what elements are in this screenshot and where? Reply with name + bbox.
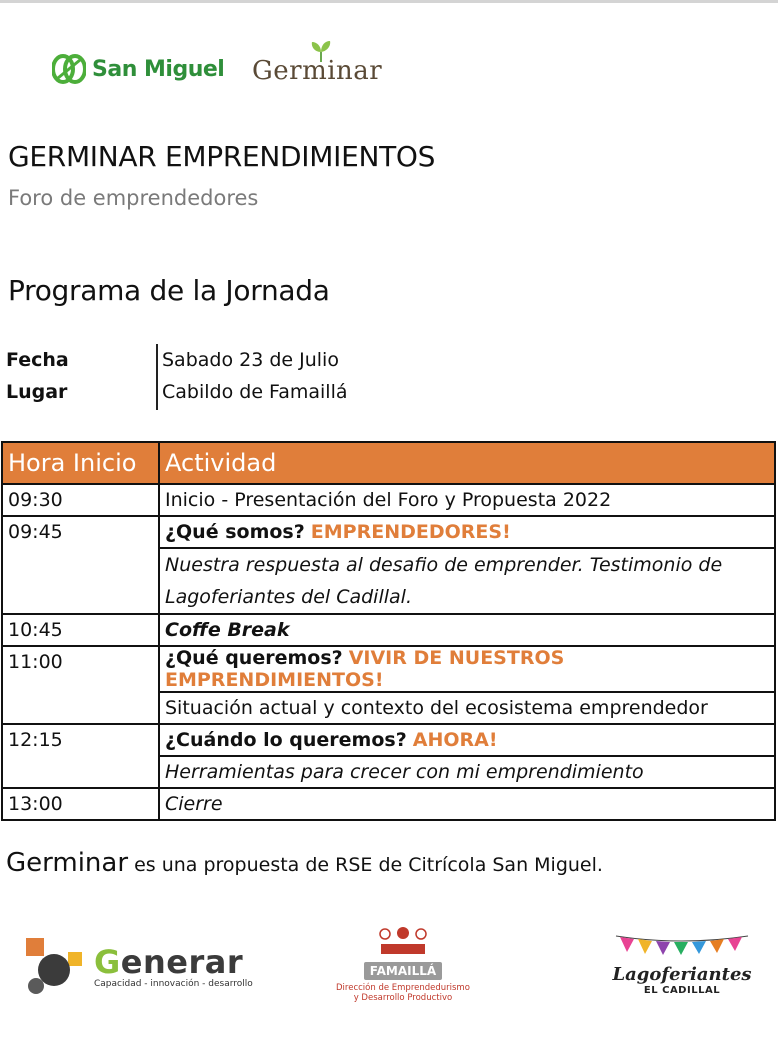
agenda-header-row bbox=[2, 442, 775, 484]
row-activity: Cierre bbox=[159, 788, 775, 820]
row-detail: Herramientas para crecer con mi emprendimiento bbox=[159, 756, 775, 788]
table-row bbox=[2, 614, 775, 646]
top-border bbox=[0, 0, 778, 3]
generar-tagline: Capacidad - innovación - desarrollo bbox=[94, 979, 253, 989]
generar-rest: enerar bbox=[120, 943, 244, 981]
lugar-value: Cabildo de Famaillá bbox=[162, 381, 348, 403]
row-activity-heading bbox=[159, 516, 775, 548]
page-subtitle: Foro de emprendedores bbox=[8, 186, 259, 210]
germinar-logo-text: Germinar bbox=[252, 56, 383, 86]
lugar-row bbox=[6, 376, 348, 408]
row-time: 11:00 bbox=[2, 646, 159, 724]
table-row bbox=[2, 484, 775, 516]
fecha-row bbox=[6, 344, 348, 376]
agenda-table bbox=[1, 441, 776, 821]
col-activity-header: Actividad bbox=[159, 442, 775, 484]
generar-g: G bbox=[94, 943, 121, 981]
famailla-people-icon bbox=[373, 926, 433, 956]
row-activity-heading bbox=[159, 646, 775, 692]
page-title: GERMINAR EMPRENDIMIENTOS bbox=[8, 140, 436, 173]
san-miguel-leaf-icon bbox=[52, 54, 86, 84]
row-question: ¿Cuándo lo queremos? bbox=[165, 729, 407, 751]
row-highlight: EMPRENDEDORES! bbox=[310, 521, 511, 543]
fecha-value: Sabado 23 de Julio bbox=[162, 349, 339, 371]
row-time: 12:15 bbox=[2, 724, 159, 788]
col-time-header: Hora Inicio bbox=[2, 442, 159, 484]
famailla-logo bbox=[336, 926, 470, 1003]
footer-statement bbox=[6, 848, 603, 878]
program-title: Programa de la Jornada bbox=[8, 274, 330, 307]
row-question: ¿Qué somos? bbox=[165, 521, 305, 543]
lugar-label: Lugar bbox=[6, 381, 68, 403]
table-row bbox=[2, 788, 775, 820]
row-time: 09:30 bbox=[2, 484, 159, 516]
row-detail: Nuestra respuesta al desafio de emprender. Testimonio de Lagoferiantes del Cadillal. bbox=[159, 548, 775, 614]
info-divider bbox=[156, 344, 158, 410]
generar-mark-icon bbox=[24, 936, 88, 996]
germinar-logo bbox=[252, 40, 382, 86]
generar-logo bbox=[24, 936, 253, 996]
lago-name: Lagoferiantes bbox=[612, 964, 752, 985]
sprout-icon bbox=[306, 40, 336, 62]
row-time: 09:45 bbox=[2, 516, 159, 614]
row-time: 13:00 bbox=[2, 788, 159, 820]
table-row bbox=[2, 724, 775, 756]
footer-text: es una propuesta de RSE de Citrícola San Miguel. bbox=[128, 854, 603, 876]
row-time: 10:45 bbox=[2, 614, 159, 646]
row-activity: Coffe Break bbox=[159, 614, 775, 646]
table-row bbox=[2, 646, 775, 692]
fecha-label: Fecha bbox=[6, 349, 69, 371]
generar-name bbox=[94, 943, 253, 981]
famailla-badge: FAMAILLÁ bbox=[364, 962, 442, 980]
lago-sub: EL CADILLAL bbox=[643, 985, 721, 996]
footer-brand: Germinar bbox=[6, 848, 129, 878]
row-activity-heading bbox=[159, 724, 775, 756]
row-question: ¿Qué queremos? bbox=[165, 647, 343, 669]
famailla-sub2: y Desarrollo Productivo bbox=[353, 993, 453, 1003]
bunting-flags-icon bbox=[612, 932, 752, 958]
event-info bbox=[6, 344, 348, 408]
lagoferiantes-logo bbox=[612, 932, 752, 996]
table-row bbox=[2, 516, 775, 548]
row-highlight: AHORA! bbox=[412, 729, 498, 751]
row-highlight: VIVIR DE NUESTROS EMPRENDIMIENTOS! bbox=[165, 647, 565, 691]
san-miguel-logo-text: San Miguel bbox=[92, 56, 225, 82]
san-miguel-logo bbox=[52, 54, 224, 84]
famailla-sub1: Dirección de Emprendedurismo bbox=[336, 983, 470, 993]
row-detail: Situación actual y contexto del ecosistema emprendedor bbox=[159, 692, 775, 724]
row-activity: Inicio - Presentación del Foro y Propuesta 2022 bbox=[159, 484, 775, 516]
